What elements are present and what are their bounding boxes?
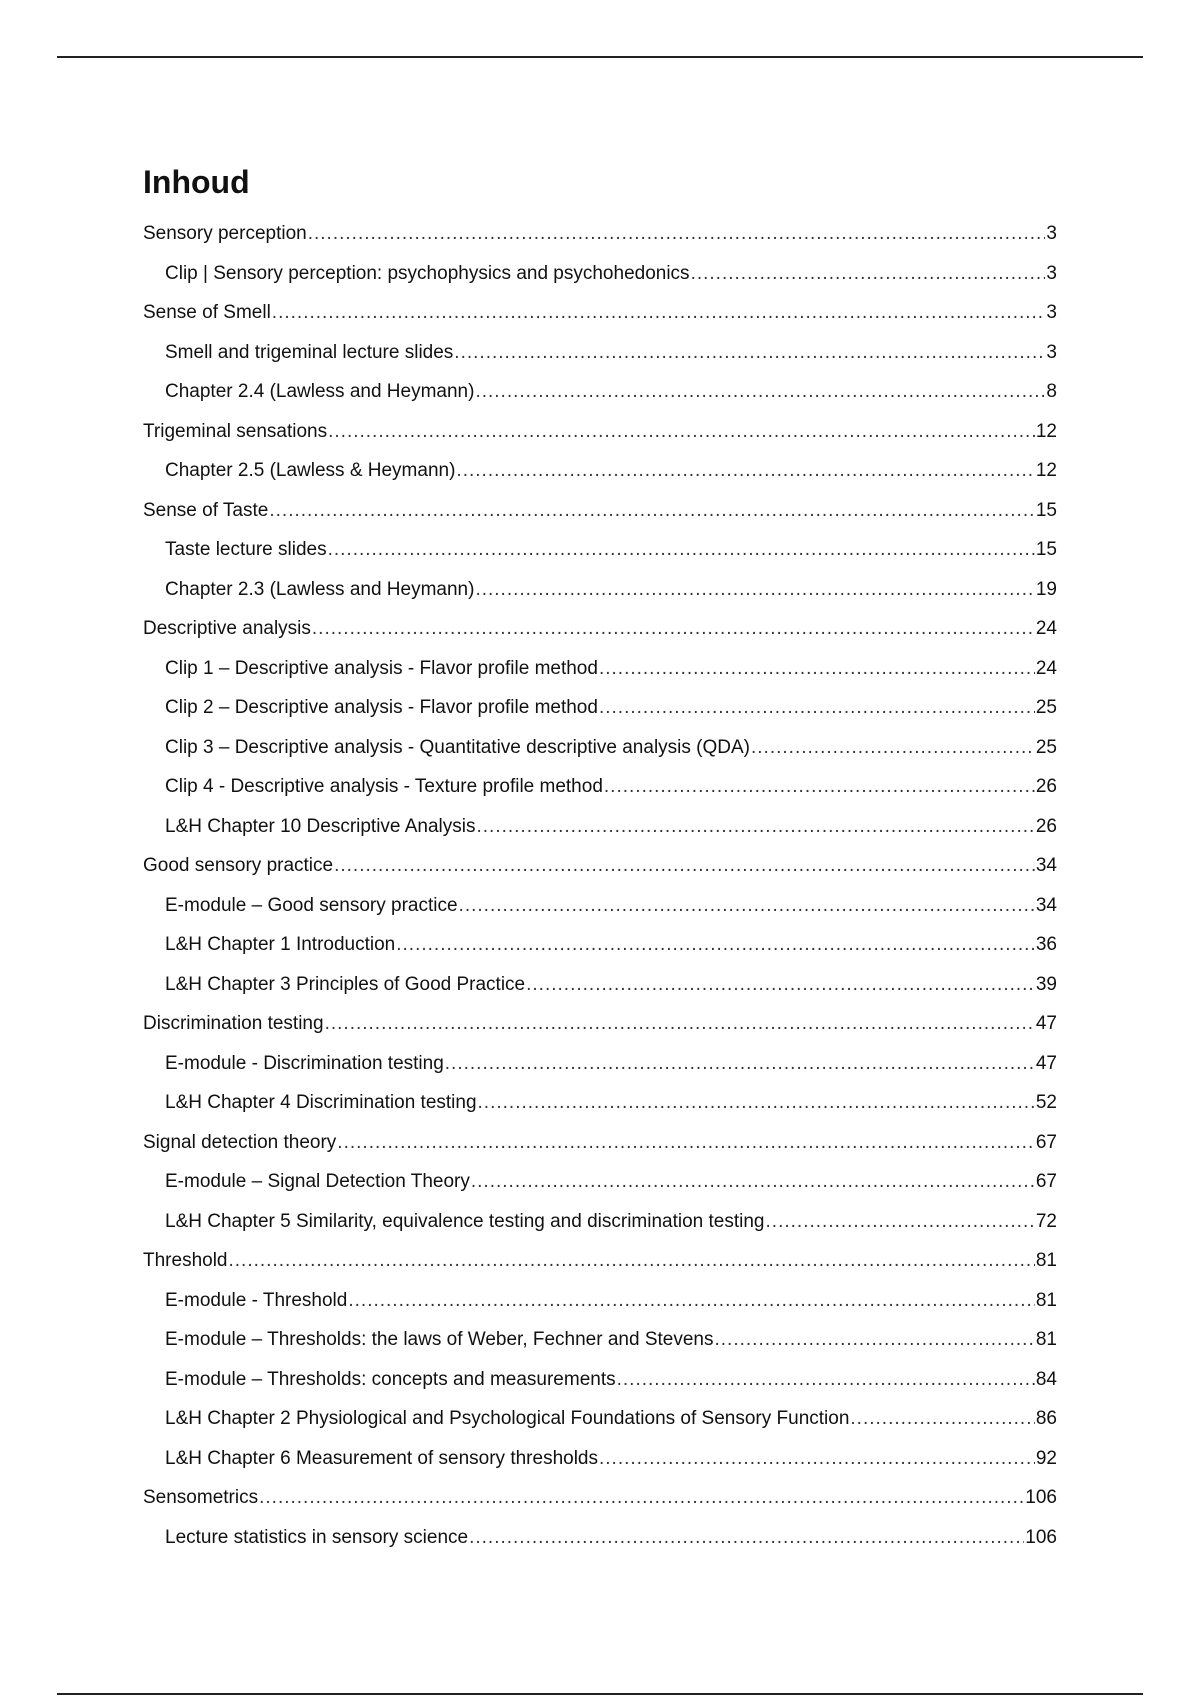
toc-entry-label[interactable]: Sensory perception — [143, 223, 307, 244]
toc-entry[interactable] — [143, 491, 1057, 531]
toc-entry-page-number[interactable]: 25 — [1035, 736, 1057, 758]
dot-leader — [526, 965, 1035, 1005]
toc-entry-page-number[interactable]: 3 — [1046, 302, 1057, 323]
toc-entry-label[interactable]: L&H Chapter 4 Discrimination testing — [165, 1092, 477, 1113]
toc-entry-label[interactable]: Good sensory practice — [143, 855, 334, 876]
toc-entry[interactable] — [143, 1083, 1057, 1123]
toc-entry-page-number[interactable]: 34 — [1035, 894, 1057, 916]
dot-leader — [475, 372, 1045, 412]
toc-entry-label[interactable]: Clip 2 – Descriptive analysis - Flavor profile method — [165, 697, 598, 718]
table-of-contents — [143, 162, 1057, 1557]
toc-entry-page-number[interactable]: 81 — [1035, 1329, 1057, 1350]
toc-entry-label[interactable]: Clip 4 - Descriptive analysis - Texture profile method — [165, 776, 603, 797]
toc-entry-page-number[interactable]: 26 — [1035, 815, 1057, 837]
footer-rule — [57, 1693, 1143, 1695]
toc-entry[interactable] — [143, 333, 1057, 373]
toc-entry-label[interactable]: Clip 3 – Descriptive analysis - Quantitative descriptive analysis (QDA) — [165, 736, 750, 758]
toc-entry-page-number[interactable]: 24 — [1035, 657, 1057, 679]
dot-leader — [459, 886, 1035, 926]
toc-entry-page-number[interactable]: 12 — [1035, 420, 1057, 442]
toc-entry-page-number[interactable]: 52 — [1035, 1092, 1057, 1113]
dot-leader — [454, 333, 1045, 373]
toc-entry[interactable] — [143, 1518, 1057, 1558]
dot-leader — [337, 1123, 1035, 1163]
dot-leader — [850, 1399, 1034, 1439]
toc-entry[interactable] — [143, 1241, 1057, 1281]
toc-entry-page-number[interactable]: 92 — [1035, 1447, 1057, 1469]
dot-leader — [328, 530, 1035, 570]
toc-title: Inhoud — [143, 164, 250, 200]
toc-entry-page-number[interactable]: 67 — [1035, 1171, 1057, 1192]
toc-entry[interactable] — [143, 412, 1057, 452]
dot-leader — [229, 1241, 1035, 1281]
toc-entry[interactable] — [143, 846, 1057, 886]
toc-entry-label[interactable]: E-module – Thresholds: concepts and measurements — [165, 1368, 616, 1390]
toc-entry-label[interactable]: E-module – Signal Detection Theory — [165, 1171, 470, 1192]
toc-entry-page-number[interactable]: 47 — [1035, 1013, 1057, 1034]
toc-entry-page-number[interactable]: 24 — [1035, 618, 1057, 639]
toc-entry[interactable] — [143, 1320, 1057, 1360]
toc-entry[interactable] — [143, 530, 1057, 570]
dot-leader — [617, 1360, 1035, 1400]
dot-leader — [599, 1439, 1035, 1479]
dot-leader — [272, 293, 1046, 333]
toc-entry-label[interactable]: E-module – Thresholds: the laws of Weber, Fechner and Stevens — [165, 1329, 714, 1350]
dot-leader — [269, 491, 1035, 531]
dot-leader — [476, 807, 1034, 847]
toc-entry[interactable] — [143, 1439, 1057, 1479]
dot-leader — [478, 1083, 1035, 1123]
toc-entry-label[interactable]: E-module – Good sensory practice — [165, 894, 458, 916]
toc-entry-page-number[interactable]: 19 — [1035, 578, 1057, 600]
toc-entry-page-number[interactable]: 26 — [1035, 776, 1057, 797]
toc-entry[interactable] — [143, 609, 1057, 649]
toc-entry-label[interactable]: Lecture statistics in sensory science — [165, 1526, 469, 1548]
dot-leader — [599, 688, 1035, 728]
toc-entry-label[interactable]: L&H Chapter 1 Introduction — [165, 934, 396, 955]
toc-entry[interactable] — [143, 451, 1057, 491]
toc-entry[interactable] — [143, 649, 1057, 689]
dot-leader — [456, 451, 1034, 491]
toc-entry-page-number[interactable]: 15 — [1035, 539, 1057, 560]
toc-entry[interactable] — [143, 254, 1057, 294]
toc-entry[interactable] — [143, 1004, 1057, 1044]
toc-entry[interactable] — [143, 1360, 1057, 1400]
toc-entry-page-number[interactable]: 3 — [1046, 223, 1057, 244]
toc-entry-label[interactable]: Trigeminal sensations — [143, 420, 328, 442]
toc-entry-page-number[interactable]: 39 — [1035, 973, 1057, 995]
toc-entry-page-number[interactable]: 15 — [1035, 499, 1057, 521]
toc-entry[interactable] — [143, 1202, 1057, 1242]
header-rule — [57, 56, 1143, 58]
dot-leader — [604, 767, 1035, 807]
dot-leader — [599, 649, 1035, 689]
toc-entry-label[interactable]: Discrimination testing — [143, 1013, 324, 1034]
toc-entry-label[interactable]: Clip 1 – Descriptive analysis - Flavor profile method — [165, 657, 598, 679]
toc-entry-label[interactable]: Taste lecture slides — [165, 539, 327, 560]
toc-entry[interactable] — [143, 1123, 1057, 1163]
toc-entry-label[interactable]: E-module - Discrimination testing — [165, 1052, 444, 1074]
toc-entry-page-number[interactable]: 86 — [1035, 1408, 1057, 1429]
dot-leader — [312, 609, 1035, 649]
dot-leader — [328, 412, 1035, 452]
toc-entry-page-number[interactable]: 84 — [1035, 1368, 1057, 1390]
toc-entry[interactable] — [143, 214, 1057, 254]
toc-entry-label[interactable]: Chapter 2.5 (Lawless & Heymann) — [165, 460, 456, 481]
dot-leader — [308, 214, 1046, 254]
toc-entry-label[interactable]: L&H Chapter 10 Descriptive Analysis — [165, 815, 476, 837]
toc-entry-label[interactable]: Sense of Taste — [143, 499, 269, 521]
toc-entry[interactable] — [143, 1044, 1057, 1084]
toc-entry-label[interactable]: Chapter 2.4 (Lawless and Heymann) — [165, 381, 475, 402]
toc-entry-page-number[interactable]: 8 — [1046, 381, 1057, 402]
dot-leader — [715, 1320, 1035, 1360]
toc-entry-label[interactable]: Sense of Smell — [143, 302, 271, 323]
toc-entry-page-number[interactable]: 106 — [1025, 1526, 1057, 1548]
dot-leader — [469, 1518, 1024, 1558]
toc-entry[interactable] — [143, 965, 1057, 1005]
toc-entry-label[interactable]: Threshold — [143, 1250, 228, 1271]
toc-entry-page-number[interactable]: 67 — [1035, 1131, 1057, 1153]
toc-entry-label[interactable]: Clip | Sensory perception: psychophysics and psychohedonics — [165, 262, 690, 284]
toc-entry[interactable] — [143, 925, 1057, 965]
toc-entry-page-number[interactable]: 25 — [1035, 697, 1057, 718]
toc-entry-label[interactable]: L&H Chapter 2 Physiological and Psychological Foundations of Sensory Function — [165, 1408, 850, 1429]
toc-entry[interactable] — [143, 767, 1057, 807]
toc-entry-label[interactable]: Signal detection theory — [143, 1131, 337, 1153]
toc-entry[interactable] — [143, 372, 1057, 412]
toc-entry-label[interactable]: Descriptive analysis — [143, 618, 311, 639]
toc-entry-page-number[interactable]: 34 — [1035, 855, 1057, 876]
dot-leader — [259, 1478, 1024, 1518]
toc-entry-label[interactable]: L&H Chapter 6 Measurement of sensory thresholds — [165, 1447, 598, 1469]
toc-entry-list — [143, 214, 1057, 1557]
dot-leader — [471, 1162, 1035, 1202]
toc-entry[interactable] — [143, 728, 1057, 768]
dot-leader — [445, 1044, 1035, 1084]
toc-entry-page-number[interactable]: 81 — [1035, 1250, 1057, 1271]
toc-entry-page-number[interactable]: 36 — [1035, 934, 1057, 955]
toc-entry[interactable] — [143, 1478, 1057, 1518]
dot-leader — [766, 1202, 1035, 1242]
toc-entry[interactable] — [143, 1162, 1057, 1202]
toc-entry-page-number[interactable]: 47 — [1035, 1052, 1057, 1074]
toc-entry-label[interactable]: Chapter 2.3 (Lawless and Heymann) — [165, 578, 475, 600]
toc-entry-label[interactable]: Sensometrics — [143, 1487, 259, 1508]
dot-leader — [475, 570, 1034, 610]
toc-entry-page-number[interactable]: 106 — [1025, 1487, 1057, 1508]
toc-entry[interactable] — [143, 1399, 1057, 1439]
toc-entry-label[interactable]: L&H Chapter 5 Similarity, equivalence testing and discrimination testing — [165, 1210, 765, 1232]
toc-entry-label[interactable]: L&H Chapter 3 Principles of Good Practice — [165, 973, 526, 995]
toc-entry-page-number[interactable]: 12 — [1035, 460, 1057, 481]
toc-entry-page-number[interactable]: 81 — [1035, 1289, 1057, 1311]
toc-entry[interactable] — [143, 570, 1057, 610]
dot-leader — [334, 846, 1035, 886]
toc-entry[interactable] — [143, 886, 1057, 926]
toc-entry-label[interactable]: Smell and trigeminal lecture slides — [165, 341, 454, 363]
dot-leader — [751, 728, 1035, 768]
dot-leader — [691, 254, 1046, 294]
toc-entry[interactable] — [143, 807, 1057, 847]
toc-entry-page-number[interactable]: 3 — [1046, 341, 1057, 363]
toc-entry[interactable] — [143, 293, 1057, 333]
toc-entry[interactable] — [143, 688, 1057, 728]
dot-leader — [396, 925, 1035, 965]
toc-entry-page-number[interactable]: 72 — [1035, 1210, 1057, 1232]
dot-leader — [348, 1281, 1035, 1321]
toc-entry-page-number[interactable]: 3 — [1046, 262, 1057, 284]
toc-entry[interactable] — [143, 1281, 1057, 1321]
toc-entry-label[interactable]: E-module - Threshold — [165, 1289, 348, 1311]
dot-leader — [325, 1004, 1035, 1044]
